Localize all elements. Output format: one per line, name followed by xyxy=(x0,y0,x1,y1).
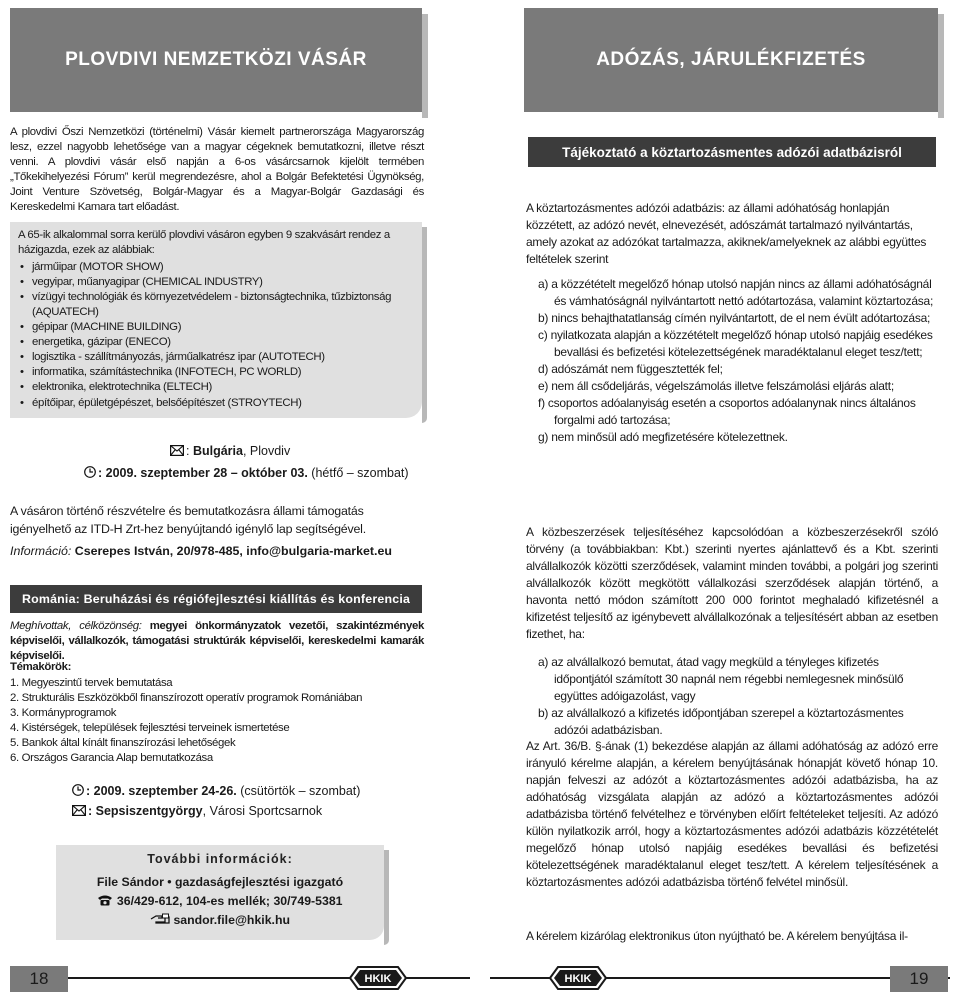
list-item: • építőipar, épületgépészet, belsőépítészet (STROYTECH) xyxy=(18,396,414,411)
romania-city: : Sepsiszentgyörgy xyxy=(88,804,203,818)
envelope-icon xyxy=(170,445,184,456)
right-header-title: ADÓZÁS, JÁRULÉKFIZETÉS xyxy=(596,49,866,70)
support-text: A vásáron történő részvételre és bemutatkozásra állami támogatás igényelhető az ITD-H Zrt-hez benyújtandó igénylő lap segítségével. xyxy=(10,504,366,536)
list-item: 1. Megyeszintű tervek bemutatása xyxy=(10,677,173,689)
invited-text: megyei önkormányzatok vezetői, szakintézmények képviselői, vállalkozók, támogatási struktúrák képviselői, kereskedelmi kamarák képviselői. xyxy=(10,620,424,663)
contact-box xyxy=(56,845,384,940)
list-item: e) nem áll csődeljárás, végelszámolás illetve felszámolási eljárás alatt; xyxy=(538,379,894,394)
hkik-logo-text: HKIK xyxy=(364,973,392,985)
left-header-title: PLOVDIVI NEMZETKÖZI VÁSÁR xyxy=(65,49,367,70)
list-item: a) a közzétételt megelőző hónap utolsó napján nincs az állami adóhatóságnál és vámhatóságnál nyilvántartott nettó adótartozása, valamint köztartozása; xyxy=(538,277,934,309)
invited-label: Meghívottak, célközönség: xyxy=(10,620,142,632)
fair-intro: A 65-ik alkalommal sorra kerülő plovdivi vásáron egyben 9 szakvásárt rendez a házigazda, ezek az alábbiak: xyxy=(18,229,390,257)
contact-title: További információk: xyxy=(147,852,293,866)
topics-title: Témakörök: xyxy=(10,661,72,673)
hkik-logo-text: HKIK xyxy=(564,973,592,985)
clock-icon xyxy=(72,784,84,796)
venue-country: Bulgária xyxy=(192,444,243,458)
list-item: 2. Strukturális Eszközökből finanszírozott operatív programok Romániában xyxy=(10,692,363,705)
list-item: 4. Kistérségek, települések fejlesztési terveinek ismertetése xyxy=(10,722,290,735)
payment-conditions-list xyxy=(526,654,938,739)
list-item: a) az alvállalkozó bemutat, átad vagy megküld a tényleges kifizetés időpontjától számított 30 napnál nem régebbi nemlegesnek minősülő együttes adóigazolást, vagy xyxy=(538,655,904,704)
info-label: Információ: xyxy=(10,544,72,558)
right-header-band xyxy=(524,8,938,112)
romania-date-line xyxy=(72,784,360,798)
right-page xyxy=(480,0,960,996)
database-intro: A köztartozásmentes adózói adatbázis: az állami adóhatóság honlapján közzétett, az adózó nevét, elnevezését, adószámát tartalmazó nyilvántartás, amely azokat az adózókat tartalmazza, akiknek/amelyeknek az alábbi együttes feltételek szerint xyxy=(526,201,927,267)
info-contact: Cserepes István, 20/978-485, info@bulgaria-market.eu xyxy=(71,544,392,558)
hkik-logo xyxy=(348,964,408,992)
contact-phone: 36/429-612, 104-es mellék; 30/749-5381 xyxy=(116,894,343,908)
romania-venue: , Városi Sportcsarnok xyxy=(202,804,323,818)
phone-icon xyxy=(97,894,113,906)
list-item: 6. Országos Garancia Alap bemutatkozása xyxy=(10,752,213,765)
list-item: • gépipar (MACHINE BUILDING) xyxy=(18,320,414,335)
venue-prefix: : xyxy=(186,444,193,458)
contact-phone-line xyxy=(56,892,384,911)
clock-icon xyxy=(84,466,96,478)
list-item: b) nincs behajthatatlanság címén nyilvántartott, de el nem évült adótartozása; xyxy=(538,311,931,326)
romania-dates: : 2009. szeptember 24-26. xyxy=(86,784,237,798)
romania-banner: Románia: Beruházási és régiófejlesztési kiállítás és konferencia xyxy=(10,585,422,613)
list-item: 3. Kormányprogramok xyxy=(10,707,117,720)
left-page-number: 18 xyxy=(10,966,68,992)
romania-venue-line xyxy=(72,804,322,818)
list-item: • energetika, gázipar (ENECO) xyxy=(18,335,414,350)
intro-paragraph: A plovdivi Őszi Nemzetközi (történelmi) Vásár kiemelt partnerországa Magyarország lesz, ezzel nagyobb lehetősége van a magyar cégeknek bemutatkozni, illetve részt venni. A plovdivi vásár első napján a 6-os vásárcsarnok kijelölt termében „Tőkekihelyezési Fórum” kerül megrendezésre, ahol a Bolgár Befektetési Ügynökség, Joint Venture Szövetség, Bolgár-Magyar és a Magyar-Bolgár Gazdasági és Kereskedelmi Kamara tart előadást. xyxy=(10,126,424,214)
list-item: g) nem minősül adó megfizetésére kötelezettnek. xyxy=(538,430,788,445)
contact-name: File Sándor • gazdaságfejlesztési igazgató xyxy=(96,875,344,889)
email-hand-icon xyxy=(150,913,170,925)
venue-line xyxy=(170,444,290,458)
contact-email[interactable]: sandor.file@hkik.hu xyxy=(173,913,290,927)
date-line xyxy=(84,466,409,480)
hkik-logo xyxy=(548,964,608,992)
list-item: • informatika, számítástechnika (INFOTECH, PC WORLD) xyxy=(18,365,414,380)
list-item: f) csoportos adóalanyiság esetén a csoportos adóalanynak nincs általános forgalmi adó tartozása; xyxy=(538,396,916,428)
fair-list xyxy=(18,260,414,410)
fair-dates: : 2009. szeptember 28 – október 03. xyxy=(98,466,308,480)
contact-email-line xyxy=(56,911,384,930)
list-item: 5. Bankok által kínált finanszírozási lehetőségek xyxy=(10,737,236,750)
list-item: • elektronika, elektrotechnika (ELTECH) xyxy=(18,380,414,395)
fair-box xyxy=(10,222,422,418)
continued-line: A kérelem kizárólag elektronikus úton nyújtható be. A kérelem benyújtása il- xyxy=(526,929,908,943)
right-section-banner: Tájékoztató a köztartozásmentes adózói adatbázisról xyxy=(528,137,936,167)
list-item: b) az alvállalkozó a kifizetés időpontjában szerepel a köztartozásmentes adózói adatbázisban. xyxy=(538,706,904,738)
venue-city: , Plovdiv xyxy=(242,444,291,458)
envelope-icon xyxy=(72,805,86,816)
left-header-band xyxy=(10,8,422,112)
invited-paragraph xyxy=(10,619,424,664)
fair-days: (hétfő – szombat) xyxy=(307,466,409,480)
list-item: • járműipar (MOTOR SHOW) xyxy=(18,260,414,275)
list-item: • logisztika - szállítmányozás, járműalkatrész ipar (AUTOTECH) xyxy=(18,350,414,365)
info-line xyxy=(10,543,392,559)
list-item: • vegyipar, műanyagipar (CHEMICAL INDUSTRY) xyxy=(18,275,414,290)
romania-days: (csütörtök – szombat) xyxy=(236,784,361,798)
procurement-paragraph: A közbeszerzések teljesítéséhez kapcsolódóan a közbeszerzésekről szóló törvény (a továbbiakban: Kbt.) szerinti nyertes ajánlattevő és a Kbt. szerinti alvállalkozók közötti szerződések, valamint minden további, a polgári jog szerinti alvállalkozók között megkötött vállalkozási szerződések alapján történő, a havonta nettó módon számított 200 000 forintot meghaladó kifizetésnél a kifizetést teljesítő az igénybevett alvállalkozónak a teljesítésért abban az esetben fizethet, ha: xyxy=(526,525,938,642)
conditions-list xyxy=(526,276,938,446)
list-item: • vízügyi technológiák és környezetvédelem - biztonságtechnika, tűzbiztonság (AQUATECH) xyxy=(18,290,414,320)
art-paragraph: Az Art. 36/B. §-ának (1) bekezdése alapján az állami adóhatóság az adózó erre irányuló kérelme alapján, a kérelem benyújtásának hónapját követő hónap 10. napján felveszi az adózót a köztartozásmentes adózói adatbázisba, ha az adóhatóság vizsgálata alapján az adózó a köztartozásmentes adózói adatbázisba történő felvételhez e törvényben előírt feltételeket teljesíti. Az adózó külön nyilatkozik arról, hogy a köztartozásmentes adózói adatbázis közzétételét megelőző hónap utolsó napjáig esedékes bevallási és befizetési kötelezettségének maradéktalanul eleget tesz/tett. A kérelem teljesítésének a köztartozásmentes adózói adatbázisba történő felvétel minősül. xyxy=(526,739,938,890)
list-item: d) adószámát nem függesztették fel; xyxy=(538,362,723,377)
topics-list xyxy=(10,676,362,766)
list-item: c) nyilatkozata alapján a közzétételt megelőző hónap utolsó napjáig esedékes bevallási és befizetési kötelezettségének maradéktalanul eleget tesz/tett; xyxy=(538,328,933,360)
right-page-number: 19 xyxy=(890,966,948,992)
